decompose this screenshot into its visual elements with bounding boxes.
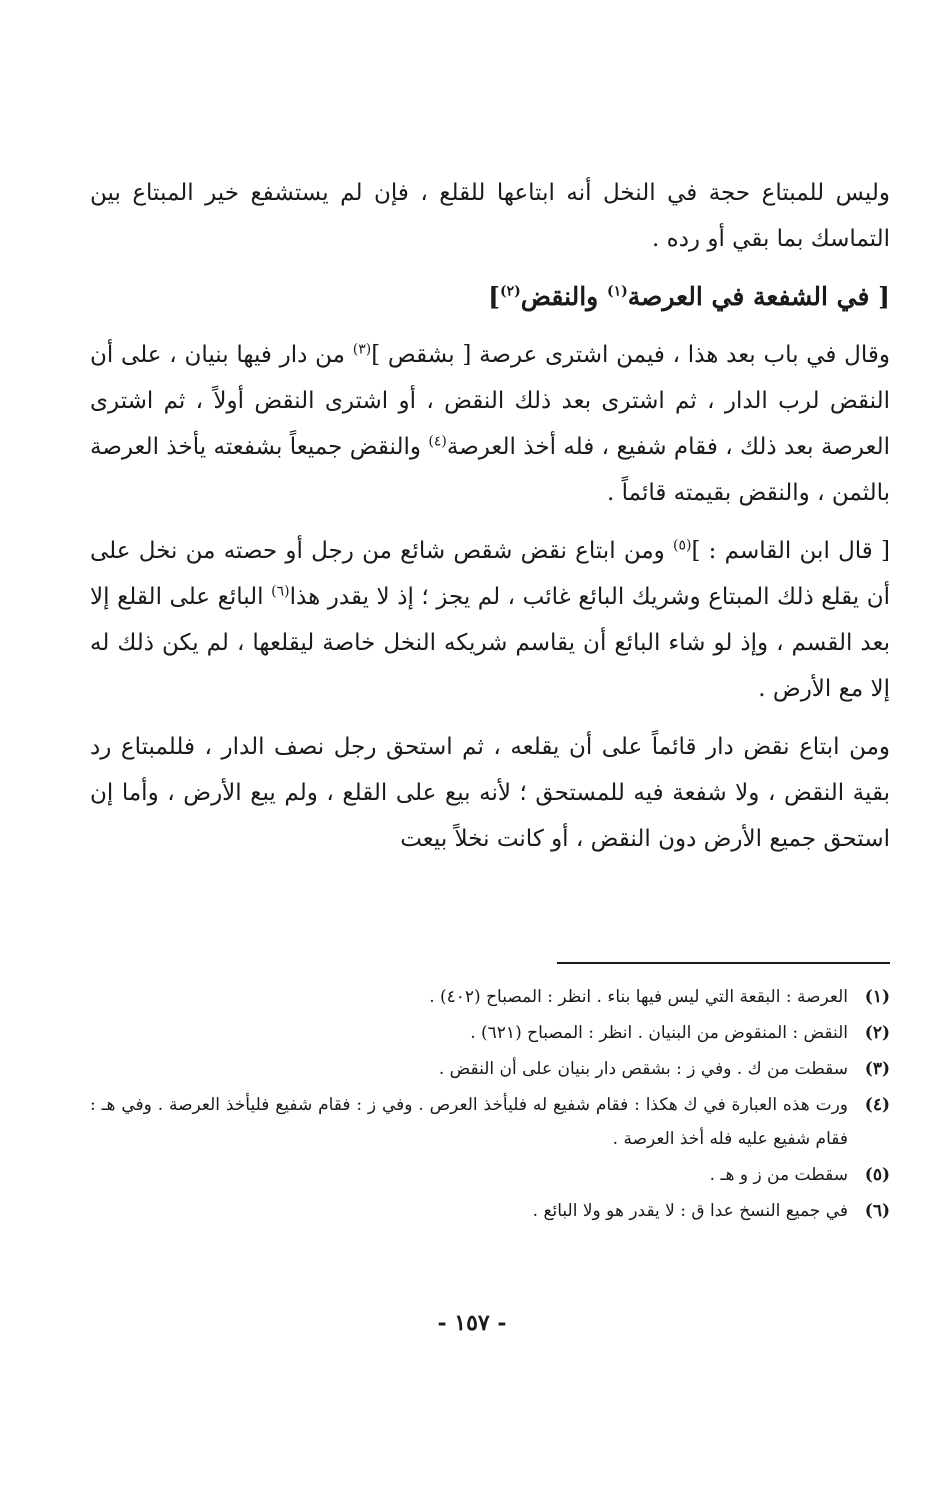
paragraph-4-text: ومن ابتاع نقض دار قائماً على أن يقلعه ، ثم استحق رجل نصف الدار ، فللمبتاع رد بقية النقض ، ولا شفعة فيه للمستحق ؛ لأنه بيع على القلع ، ولم يبع الأرض ، وأما إن استحق جميع الأرض دون النقض ، أو كانت نخلاً بيعت: [90, 734, 890, 852]
footnote-ref-3[interactable]: (٣): [352, 341, 372, 358]
paragraph-2-part-3: والنقض جميعاً بشفعته يأخذ العرصة بالثمن ، والنقض بقيمته قائماً .: [90, 434, 890, 506]
footnote-6: [90, 1194, 890, 1228]
footnote-ref-5[interactable]: (٥): [673, 537, 692, 554]
footnote-number: (٢): [864, 1023, 890, 1043]
footnote-ref-4[interactable]: (٤): [428, 433, 447, 450]
footnote-text: في جميع النسخ عدا ق : لا يقدر هو ولا البائع .: [532, 1201, 848, 1221]
paragraph-1-text: وليس للمبتاع حجة في النخل أنه ابتاعها للقلع ، فإن لم يستشفع خير المبتاع بين التماسك بما بقي أو رده .: [90, 180, 890, 252]
heading-mid-text: والنقض: [520, 282, 607, 311]
footnote-number: (٥): [864, 1165, 890, 1185]
footnote-2: [90, 1016, 890, 1050]
footnote-ref-1[interactable]: (١): [606, 283, 628, 300]
heading-close-text: ]: [488, 282, 501, 311]
footnote-3: [90, 1052, 890, 1086]
paragraph-2-part-1: وقال في باب بعد هذا ، فيمن اشترى عرصة [ بشقص ]: [371, 342, 890, 368]
footnote-text: ورت هذه العبارة في ك هكذا : فقام شفيع له فليأخذ العرص . وفي ز : فقام شفيع فليأخذ العرصة . وفي هـ : فقام شفيع عليه فله أخذ العرصة .: [90, 1095, 848, 1149]
paragraph-4: [90, 724, 890, 862]
paragraph-2-part-2: من دار فيها بنيان ، على أن النقض لرب الدار ، ثم اشترى بعد ذلك النقض ، أو اشترى النقض أولاً ، ثم اشترى العرصة بعد ذلك ، فقام شفيع ، فله أخذ العرصة: [90, 342, 890, 460]
footnote-number: (١): [864, 987, 890, 1007]
footnote-number: (٦): [864, 1201, 890, 1221]
footnote-1: [90, 980, 890, 1014]
paragraph-2: [90, 332, 890, 516]
section-heading: [90, 274, 890, 320]
footnote-text: سقطت من ك . وفي ز : بشقص دار بنيان على أن النقض .: [438, 1059, 848, 1079]
footnote-number: (٤): [864, 1095, 890, 1115]
paragraph-3-part-3: البائع على القلع إلا بعد القسم ، وإذ لو شاء البائع أن يقاسم شريكه النخل خاصة ليقلعها ، لم يكن ذلك له إلا مع الأرض .: [90, 584, 890, 702]
footnote-divider: [557, 962, 890, 964]
paragraph-3: [90, 528, 890, 712]
heading-open-text: [ في الشفعة في العرصة: [627, 282, 890, 311]
footnote-4: [90, 1088, 890, 1156]
footnote-text: العرصة : البقعة التي ليس فيها بناء . انظر : المصباح (٤٠٢) .: [429, 987, 848, 1007]
page-body: [90, 170, 890, 874]
footnote-ref-2[interactable]: (٢): [500, 283, 521, 300]
footnote-text: النقض : المنقوض من البنيان . انظر : المصباح (٦٢١) .: [470, 1023, 848, 1043]
paragraph-3-part-1: [ قال ابن القاسم : ]: [691, 538, 890, 564]
footnote-5: [90, 1158, 890, 1192]
footnote-ref-6[interactable]: (٦): [271, 583, 290, 600]
footnote-number: (٣): [864, 1059, 890, 1079]
page-number: - ١٥٧ -: [437, 1310, 507, 1336]
paragraph-3-part-2: ومن ابتاع نقض شقص شائع من رجل أو حصته من نخل على أن يقلع ذلك المبتاع وشريك البائع غائب ، لم يجز ؛ إذ لا يقدر هذا: [90, 538, 890, 610]
footnote-text: سقطت من ز و هـ .: [709, 1165, 848, 1185]
paragraph-1: [90, 170, 890, 262]
footnotes-section: [90, 980, 890, 1230]
